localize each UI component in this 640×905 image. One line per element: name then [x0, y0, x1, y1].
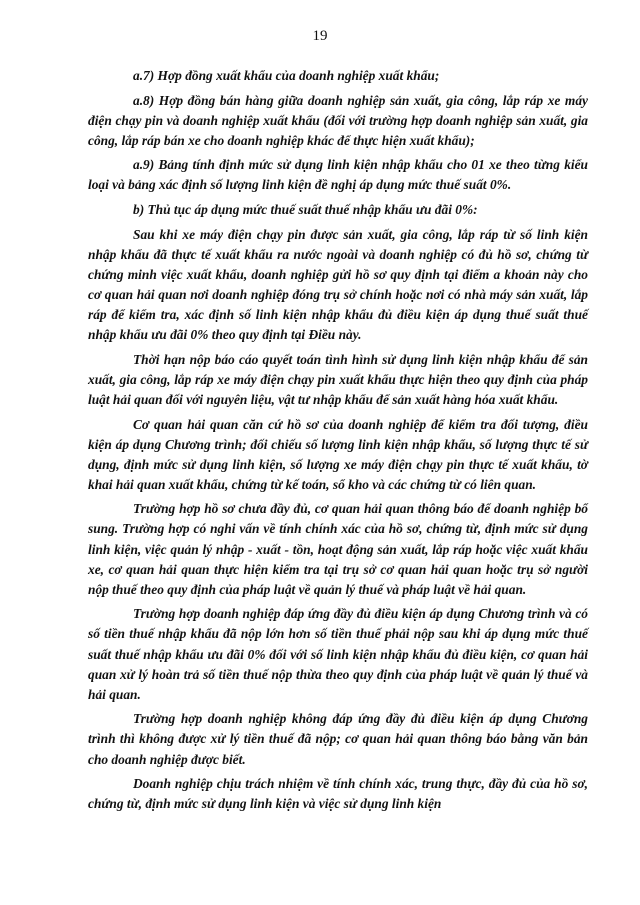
paragraph-report-deadline: Thời hạn nộp báo cáo quyết toán tình hình sử dụng linh kiện nhập khẩu để sản xuất, gia công, lắp ráp xe máy điện chạy pin xuất khẩu thực hiện theo quy định của pháp luật hải quan đối với nguyên liệu, vật tư nhập khẩu để sản xuất hàng hóa xuất khẩu. [88, 351, 588, 407]
paragraph-a7: a.7) Hợp đồng xuất khẩu của doanh nghiệp xuất khẩu; [133, 68, 440, 83]
paragraph-ineligible: Trường hợp doanh nghiệp không đáp ứng đầy đủ điều kiện áp dụng Chương trình thì không được xử lý tiền thuế đã nộp; cơ quan hải quan thông báo bằng văn bản cho doanh nghiệp được biết. [88, 711, 588, 767]
paragraph-incomplete-dossier: Trường hợp hồ sơ chưa đầy đủ, cơ quan hải quan thông báo để doanh nghiệp bổ sung. Trường hợp có nghi vấn về tính chính xác của hồ sơ, chứng từ, định mức sử dụng linh kiện, việc quản lý nhập - xuất - tồn, hoạt động sản xuất, lắp ráp hoặc việc xuất khẩu xe, cơ quan hải quan thực hiện kiểm tra tại trụ sở cơ quan hải quan hoặc trụ sở người nộp thuế theo quy định của pháp luật về quản lý thuế và pháp luật về hải quan. [88, 501, 588, 597]
paragraph-eligible-refund: Trường hợp doanh nghiệp đáp ứng đầy đủ điều kiện áp dụng Chương trình và có số tiền thuế nhập khẩu đã nộp lớn hơn số tiền thuế phải nộp sau khi áp dụng mức thuế suất thuế nhập khẩu ưu đãi 0% đối với số linh kiện nhập khẩu đủ điều kiện, cơ quan hải quan xử lý hoàn trả số tiền thuế nộp thừa theo quy định của pháp luật về quản lý thuế và hải quan. [88, 606, 588, 702]
paragraph-b-heading: b) Thủ tục áp dụng mức thuế suất thuế nhập khẩu ưu đãi 0%: [133, 202, 478, 218]
paragraph-procedure-1: Sau khi xe máy điện chạy pin được sản xuất, gia công, lắp ráp từ số linh kiện nhập khẩu đã thực tế xuất khẩu ra nước ngoài và doanh nghiệp có đủ hồ sơ, chứng từ chứng minh việc xuất khẩu, doanh nghiệp gửi hồ sơ quy định tại điểm a khoản này cho cơ quan hải quan nơi doanh nghiệp đóng trụ sở chính hoặc nơi có nhà máy sản xuất, lắp ráp để kiểm tra, xác định số linh kiện nhập khẩu đủ điều kiện áp dụng thuế suất thuế nhập khẩu ưu đãi 0% theo quy định tại Điều này. [88, 226, 588, 343]
paragraph-responsibility: Doanh nghiệp chịu trách nhiệm về tính chính xác, trung thực, đầy đủ của hồ sơ, chứng từ, định mức sử dụng linh kiện và việc sử dụng linh kiện [88, 776, 588, 812]
page-number: 19 [312, 28, 328, 44]
document-body [88, 66, 588, 819]
paragraph-customs-review: Cơ quan hải quan căn cứ hồ sơ của doanh nghiệp để kiểm tra đối tượng, điều kiện áp dụng Chương trình; đối chiếu số lượng linh kiện nhập khẩu, số lượng thực tế sử dụng, định mức sử dụng linh kiện, số lượng xe máy điện chạy pin thực tế xuất khẩu, tờ khai hải quan xuất khẩu, chứng từ kế toán, sổ kho và các chứng từ có liên quan. [88, 416, 588, 492]
paragraph-a9: a.9) Bảng tính định mức sử dụng linh kiện nhập khẩu cho 01 xe theo từng kiểu loại và bảng xác định số lượng linh kiện đề nghị áp dụng mức thuế suất 0%. [88, 157, 588, 193]
paragraph-a8: a.8) Hợp đồng bán hàng giữa doanh nghiệp sản xuất, gia công, lắp ráp xe máy điện chạy pin và doanh nghiệp xuất khẩu (đối với trường hợp doanh nghiệp sản xuất, gia công, lắp ráp bán xe cho doanh nghiệp khác để thực hiện xuất khẩu); [88, 92, 588, 148]
